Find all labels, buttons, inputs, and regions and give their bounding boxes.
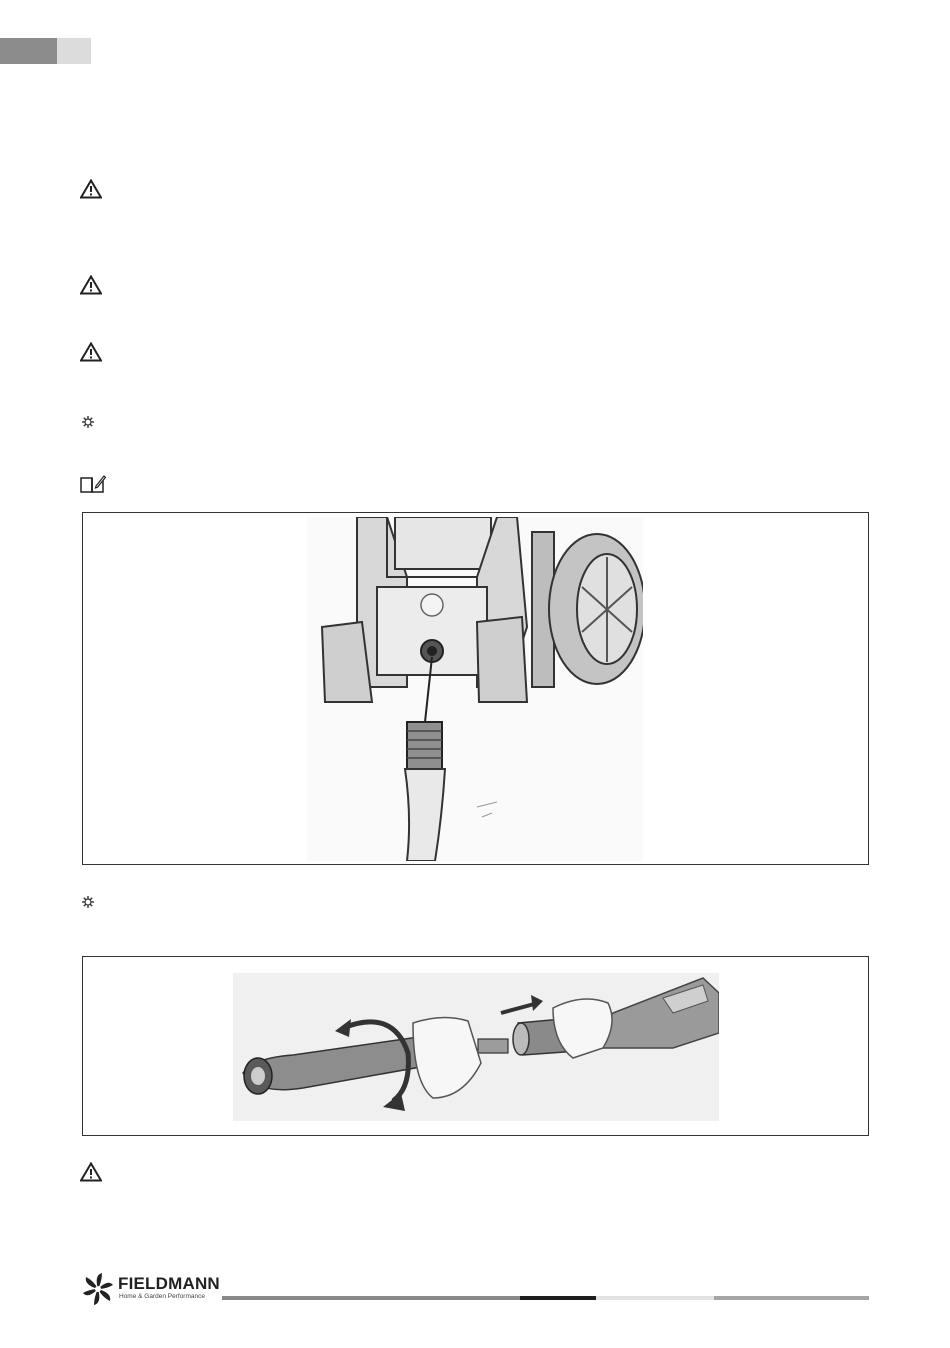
warning-icon (80, 275, 102, 295)
lance-assembly-illustration (233, 973, 719, 1121)
warning-icon (80, 179, 102, 199)
footer-bar-segment (520, 1296, 596, 1300)
warning-icon (80, 342, 102, 362)
fieldmann-logo-mark (80, 1271, 116, 1307)
tip-icon (81, 415, 95, 429)
figure-hose-connection (82, 512, 869, 865)
footer-bar-segment (596, 1296, 714, 1300)
page-tab-dark (0, 38, 57, 64)
footer-bar-segment (714, 1296, 869, 1300)
warning-icon (80, 1162, 102, 1182)
hose-connection-illustration (307, 517, 643, 861)
page-tab-light (57, 38, 91, 64)
manual-icon (80, 474, 106, 494)
fieldmann-logo (80, 1271, 230, 1307)
tip-icon (81, 895, 95, 909)
footer-bar-segment (222, 1296, 520, 1300)
figure-lance-assembly (82, 956, 869, 1136)
logo-brand-name: FIELDMANN (118, 1274, 220, 1293)
logo-tagline: Home & Garden Performance (119, 1293, 205, 1300)
